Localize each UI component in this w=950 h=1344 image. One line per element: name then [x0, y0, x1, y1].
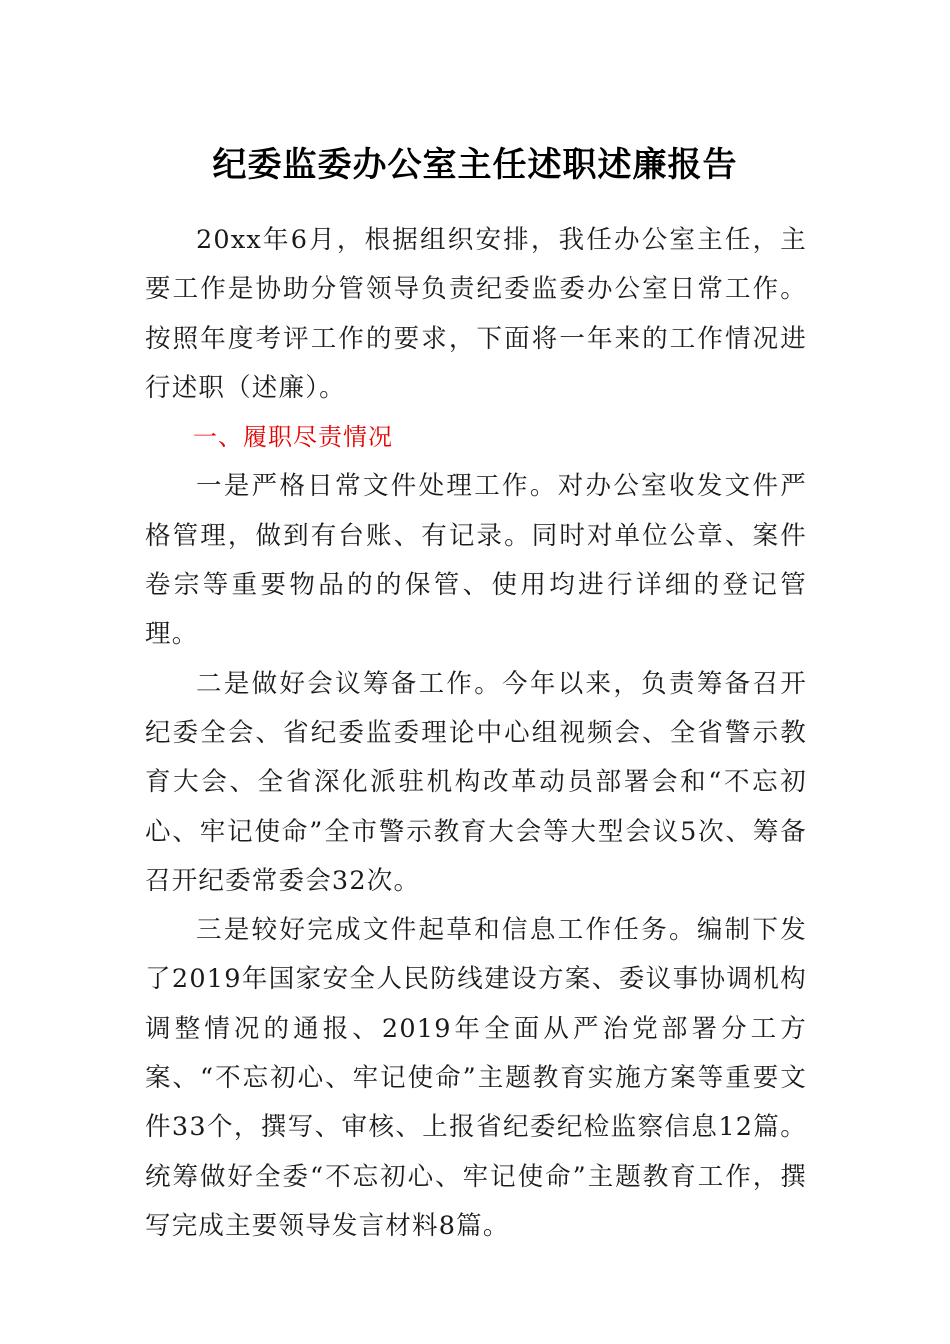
paragraph-2: 二是做好会议筹备工作。今年以来，负责筹备召开纪委全会、省纪委监委理论中心组视频会、全省警示教育大会、全省深化派驻机构改革动员部署会和“不忘初心、牢记使命”全市警示教育大会等大型会议5次、筹备召开纪委常委会32次。: [145, 668, 807, 896]
document-title: 纪委监委办公室主任述职述廉报告: [212, 145, 738, 185]
paragraph-1: 一是严格日常文件处理工作。对办公室收发文件严格管理，做到有台账、有记录。同时对单位公章、案件卷宗等重要物品的的保管、使用均进行详细的登记管理。: [145, 471, 807, 650]
document-body: [145, 216, 807, 1251]
intro-paragraph: 20xx年6月，根据组织安排，我任办公室主任，主要工作是协助分管领导负责纪委监委办公室日常工作。按照年度考评工作的要求，下面将一年来的工作情况进行述职（述廉）。: [145, 225, 807, 403]
section-heading: 一、履职尽责情况: [193, 423, 393, 452]
paragraph-3: 三是较好完成文件起草和信息工作任务。编制下发了2019年国家安全人民防线建设方案、委议事协调机构调整情况的通报、2019年全面从严治党部署分工方案、“不忘初心、牢记使命”主题教育实施方案等重要文件33个，撰写、审核、上报省纪委纪检监察信息12篇。统筹做好全委“不忘初心、牢记使命”主题教育工作，撰写完成主要领导发言材料8篇。: [145, 915, 807, 1241]
